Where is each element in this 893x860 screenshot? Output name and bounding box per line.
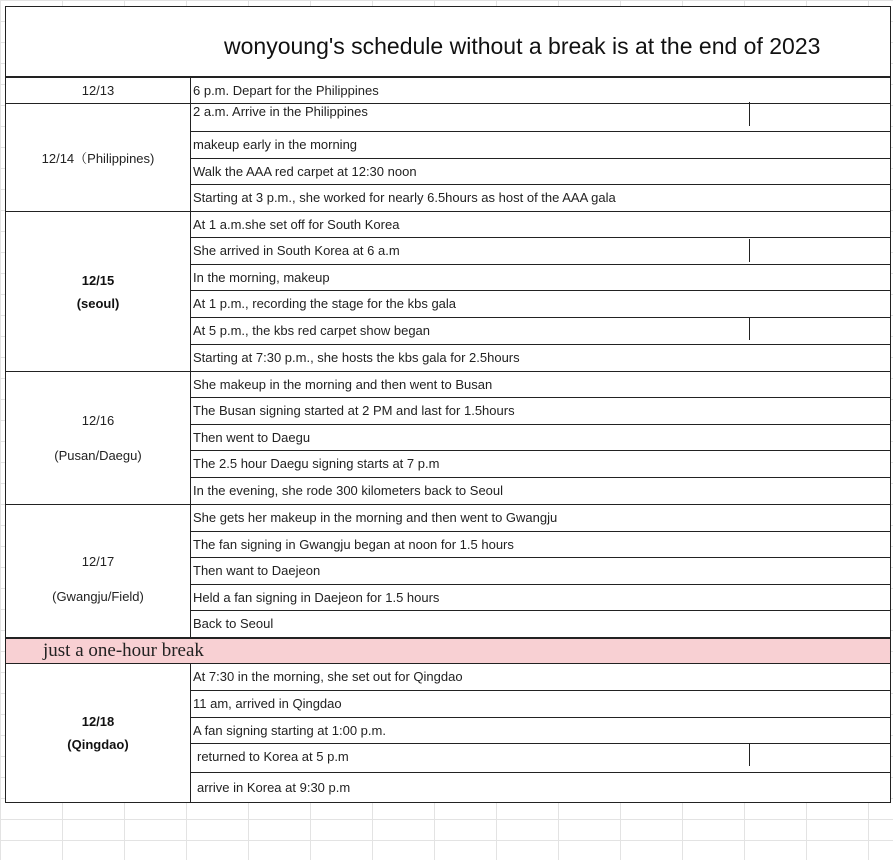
event-cell[interactable]: At 5 p.m., the kbs red carpet show began <box>191 318 891 345</box>
event-cell[interactable]: In the evening, she rode 300 kilometers back to Seoul <box>191 478 891 505</box>
event-cell[interactable]: The Busan signing started at 2 PM and last for 1.5hours <box>191 398 891 425</box>
event-cell[interactable]: Walk the AAA red carpet at 12:30 noon <box>191 159 891 185</box>
cell-border-tick <box>749 317 750 340</box>
event-cell[interactable]: makeup early in the morning <box>191 132 891 159</box>
event-cell[interactable]: The fan signing in Gwangju began at noon for 1.5 hours <box>191 532 891 558</box>
date-cell-1216[interactable] <box>5 372 191 505</box>
event-cell[interactable]: Held a fan signing in Daejeon for 1.5 hours <box>191 585 891 611</box>
date-label: 12/17 <box>81 554 115 569</box>
event-cell[interactable]: 2 a.m. Arrive in the Philippines <box>191 104 891 132</box>
date-label: 12/13 <box>81 83 115 98</box>
date-label: 12/14（Philippines) <box>41 151 155 166</box>
title-cell[interactable] <box>5 6 891 78</box>
event-cell[interactable]: At 1 p.m., recording the stage for the kbs gala <box>191 291 891 318</box>
event-cell[interactable]: At 7:30 in the morning, she set out for Qingdao <box>191 664 891 691</box>
event-cell[interactable]: Starting at 7:30 p.m., she hosts the kbs gala for 2.5hours <box>191 345 891 372</box>
place-label: (Gwangju/Field) <box>52 589 144 604</box>
date-cell-1214[interactable] <box>5 104 191 212</box>
event-cell[interactable]: returned to Korea at 5 p.m <box>191 744 891 773</box>
event-cell[interactable]: Then went to Daegu <box>191 425 891 451</box>
event-cell[interactable]: Then want to Daejeon <box>191 558 891 585</box>
schedule-table <box>5 6 891 803</box>
event-cell[interactable]: Back to Seoul <box>191 611 891 638</box>
event-cell[interactable]: She gets her makeup in the morning and then went to Gwangju <box>191 505 891 532</box>
event-cell[interactable]: 11 am, arrived in Qingdao <box>191 691 891 718</box>
cell-border-tick <box>749 743 750 766</box>
break-note: just a one-hour break <box>43 640 204 661</box>
place-label: (Pusan/Daegu) <box>54 448 142 463</box>
break-note-row[interactable] <box>5 638 891 664</box>
event-cell[interactable]: 6 p.m. Depart for the Philippines <box>191 78 891 104</box>
page-title: wonyoung's schedule without a break is at the end of 2023 <box>224 33 821 59</box>
event-cell[interactable]: A fan signing starting at 1:00 p.m. <box>191 718 891 744</box>
event-cell[interactable]: Starting at 3 p.m., she worked for nearly 6.5hours as host of the AAA gala <box>191 185 891 212</box>
date-label: 12/16 <box>81 413 115 428</box>
event-cell[interactable]: At 1 a.m.she set off for South Korea <box>191 212 891 238</box>
date-cell-1213[interactable] <box>5 78 191 104</box>
cell-border-tick <box>749 102 750 126</box>
cell-border-tick <box>749 239 750 262</box>
place-label: (Qingdao) <box>67 737 129 752</box>
date-cell-1218[interactable] <box>5 664 191 803</box>
date-cell-1217[interactable] <box>5 505 191 638</box>
date-label: 12/18 <box>81 714 115 729</box>
date-cell-1215[interactable] <box>5 212 191 372</box>
event-cell[interactable]: She arrived in South Korea at 6 a.m <box>191 238 891 265</box>
place-label: (seoul) <box>76 295 120 311</box>
event-cell[interactable]: The 2.5 hour Daegu signing starts at 7 p.m <box>191 451 891 478</box>
event-cell[interactable]: She makeup in the morning and then went to Busan <box>191 372 891 398</box>
event-cell[interactable]: In the morning, makeup <box>191 265 891 291</box>
date-label: 12/15 <box>81 272 115 288</box>
event-cell[interactable]: arrive in Korea at 9:30 p.m <box>191 773 891 803</box>
